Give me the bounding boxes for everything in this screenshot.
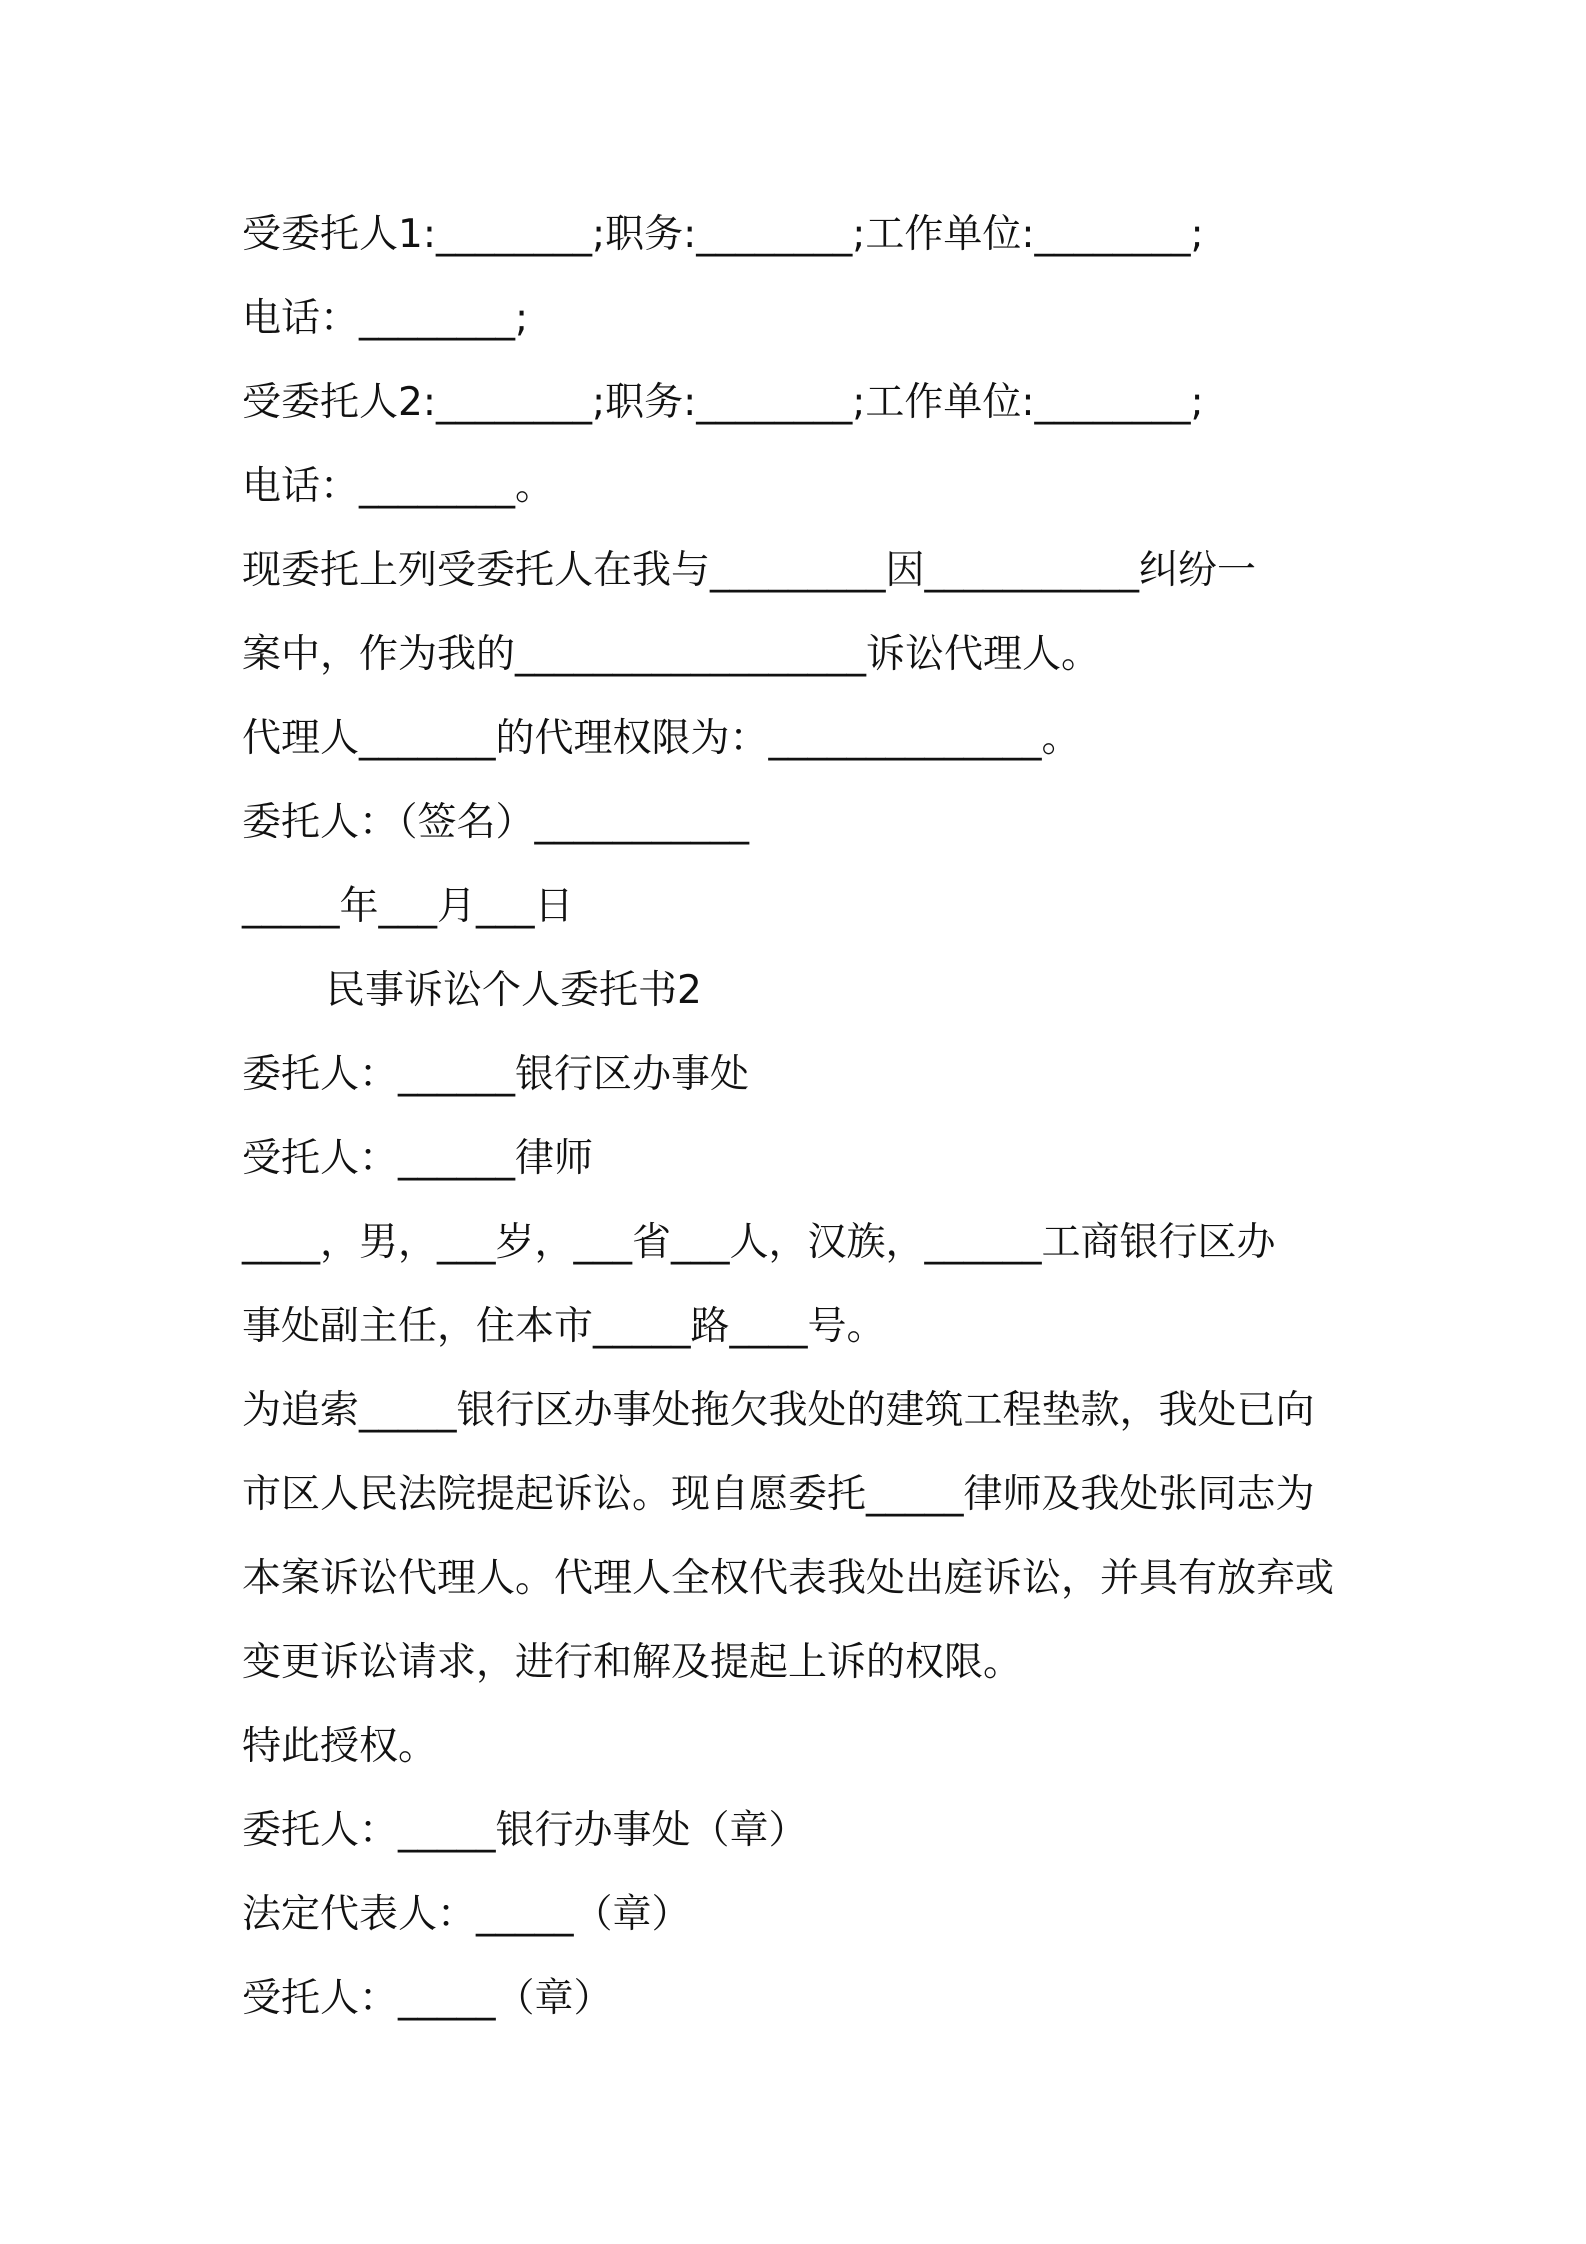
agent-1-line: 受委托人1:________;职务:________;工作单位:________; bbox=[242, 212, 1204, 257]
case-paragraph-line-1: 为追索_____银行区办事处拖欠我处的建筑工程垫款，我处已向 bbox=[242, 1388, 1315, 1433]
person-info-line-1: ____，男，___岁，___省___人，汉族，______工商银行区办 bbox=[242, 1220, 1276, 1265]
case-paragraph-line-4: 变更诉讼请求，进行和解及提起上诉的权限。 bbox=[242, 1640, 1023, 1685]
trustee-line: 受托人：______律师 bbox=[242, 1136, 594, 1181]
agent-2-line: 受委托人2:________;职务:________;工作单位:________; bbox=[242, 380, 1204, 425]
client-line: 委托人：______银行区办事处 bbox=[242, 1052, 750, 1097]
trustee-seal-line: 受托人：_____（章） bbox=[242, 1976, 613, 2021]
delegation-paragraph-line-2: 案中，作为我的__________________诉讼代理人。 bbox=[242, 632, 1101, 677]
section-title: 民事诉讼个人委托书2 bbox=[326, 968, 702, 1013]
document-body bbox=[242, 193, 1360, 2041]
client-seal-line: 委托人：_____银行办事处（章） bbox=[242, 1808, 808, 1853]
case-paragraph-line-2: 市区人民法院提起诉讼。现自愿委托_____律师及我处张同志为 bbox=[242, 1472, 1315, 1517]
agent-2-phone-line: 电话：________。 bbox=[242, 464, 555, 509]
person-info-line-2: 事处副主任，住本市_____路____号。 bbox=[242, 1304, 886, 1349]
authority-scope-line: 代理人_______的代理权限为：______________。 bbox=[242, 716, 1081, 761]
client-signature-line: 委托人：（签名）___________ bbox=[242, 800, 750, 845]
legal-representative-seal-line: 法定代表人：_____（章） bbox=[242, 1892, 691, 1937]
delegation-paragraph-line-1: 现委托上列受委托人在我与_________因___________纠纷一 bbox=[242, 548, 1257, 593]
date-line: _____年___月___日 bbox=[242, 884, 574, 929]
agent-1-phone-line: 电话：________; bbox=[242, 296, 529, 341]
authorization-statement: 特此授权。 bbox=[242, 1724, 438, 1769]
case-paragraph-line-3: 本案诉讼代理人。代理人全权代表我处出庭诉讼，并具有放弃或 bbox=[242, 1556, 1335, 1601]
